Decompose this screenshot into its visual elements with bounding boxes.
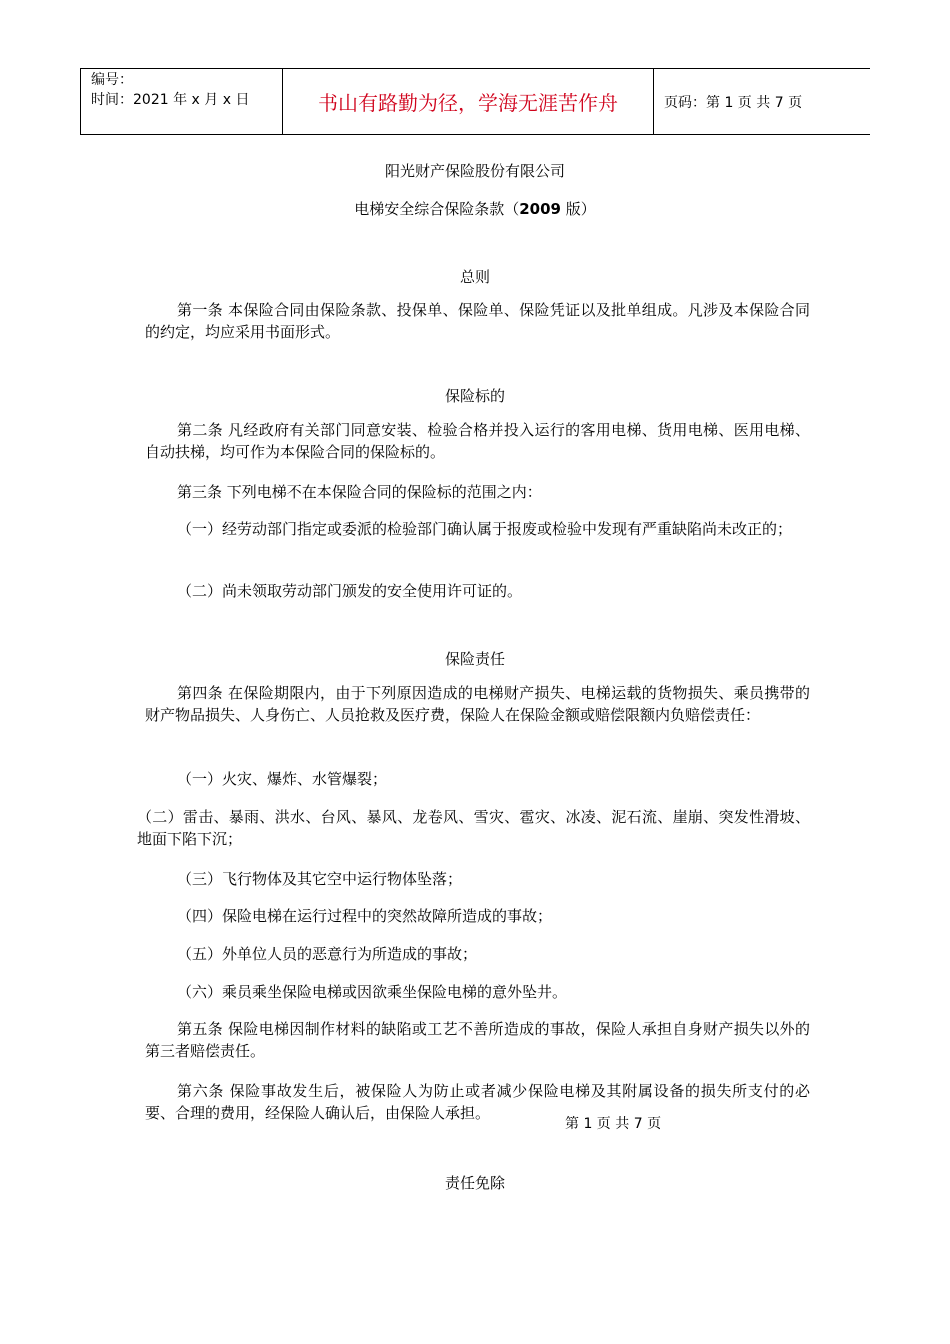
section-liability: 保险责任 — [444, 650, 505, 668]
title-suffix: 版） — [560, 200, 596, 218]
section-exclusions: 责任免除 — [444, 1174, 505, 1192]
article-2: 第二条 凡经政府有关部门同意安装、检验合格并投入运行的客用电梯、货用电梯、医用电梯、自动扶梯，均可作为本保险合同的保险标的。 — [145, 421, 810, 461]
header-meta — [81, 69, 283, 134]
article-3: 第三条 下列电梯不在本保险合同的保险标的范围之内： — [177, 483, 542, 501]
article-3-item-1: （一）经劳动部门指定或委派的检验部门确认属于报废或检验中发现有严重缺陷尚未改正的； — [177, 520, 793, 538]
title-year: 2009 — [519, 200, 561, 218]
motto: 书山有路勤为径，学海无涯苦作舟 — [283, 69, 654, 134]
article-4: 第四条 在保险期限内，由于下列原因造成的电梯财产损失、电梯运载的货物损失、乘员携带的财产物品损失、人身伤亡、人员抢救及医疗费，保险人在保险金额或赔偿限额内负赔偿责任： — [145, 684, 810, 724]
header-table — [80, 68, 870, 135]
section-subject: 保险标的 — [444, 387, 505, 405]
article-6: 第六条 保险事故发生后，被保险人为防止或者减少保险电梯及其附属设备的损失所支付的必要、合理的费用，经保险人确认后，由保险人承担。 — [145, 1082, 810, 1122]
page-label: 页码：第 1 页 共 7 页 — [664, 94, 803, 111]
article-1: 第一条 本保险合同由保险条款、投保单、保险单、保险凭证以及批单组成。凡涉及本保险合同的约定，均应采用书面形式。 — [145, 301, 810, 341]
article-4-item-2: （二）雷击、暴雨、洪水、台风、暴风、龙卷风、雪灾、雹灾、冰凌、泥石流、崖崩、突发性滑坡、地面下陷下沉； — [137, 808, 810, 848]
page-footer: 第 1 页 共 7 页 — [565, 1116, 662, 1132]
section-general: 总则 — [459, 268, 490, 286]
article-4-item-1: （一）火灾、爆炸、水管爆裂； — [177, 770, 388, 788]
article-4-item-3: （三）飞行物体及其它空中运行物体坠落； — [177, 870, 463, 888]
article-5: 第五条 保险电梯因制作材料的缺陷或工艺不善所造成的事故，保险人承担自身财产损失以外的第三者赔偿责任。 — [145, 1020, 810, 1060]
article-4-item-6: （六）乘员乘坐保险电梯或因欲乘坐保险电梯的意外坠井。 — [177, 983, 568, 1001]
title-prefix: 电梯安全综合保险条款（ — [354, 200, 520, 218]
article-4-item-4: （四）保险电梯在运行过程中的突然故障所造成的事故； — [177, 907, 553, 925]
doc-title — [0, 198, 950, 219]
company-name: 阳光财产保险股份有限公司 — [384, 162, 565, 180]
article-4-item-5: （五）外单位人员的恶意行为所造成的事故； — [177, 945, 478, 963]
time-label: 时间：2021 年 x 月 x 日 — [91, 92, 250, 108]
article-3-item-2: （二）尚未领取劳动部门颁发的安全使用许可证的。 — [177, 582, 523, 600]
number-label: 编号： — [91, 72, 133, 88]
